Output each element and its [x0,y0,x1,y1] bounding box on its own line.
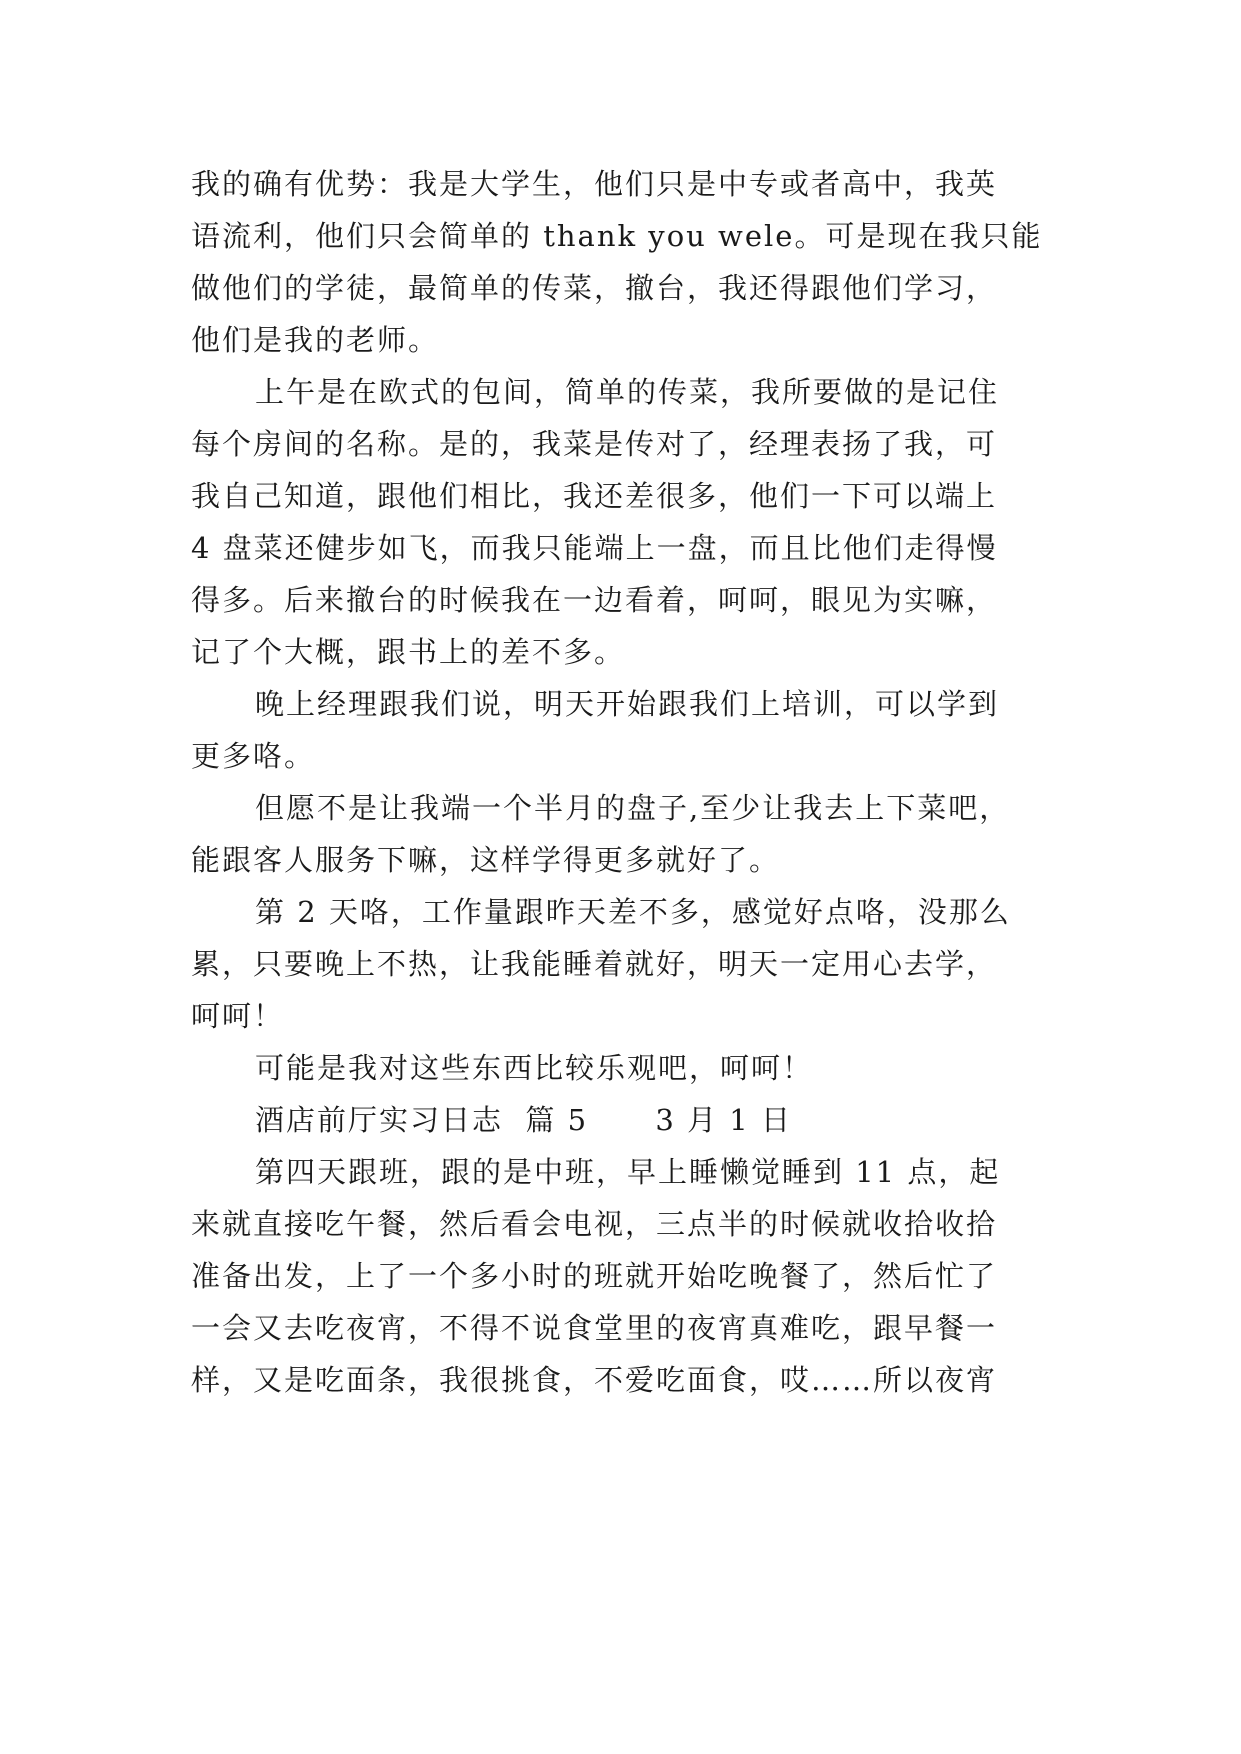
text-line: 我自己知道，跟他们相比，我还差很多，他们一下可以端上 [191,479,998,513]
text-line: 每个房间的名称。是的，我菜是传对了，经理表扬了我，可 [191,427,998,461]
text-line: 做他们的学徒，最简单的传菜，撤台，我还得跟他们学习， [191,271,998,305]
text-line: 得多。后来撤台的时候我在一边看着，呵呵，眼见为实嘛， [191,583,998,617]
text-line: 4 盘菜还健步如飞，而我只能端上一盘，而且比他们走得慢 [191,531,998,565]
text-line: 更多咯。 [191,739,316,773]
text-line: 一会又去吃夜宵，不得不说食堂里的夜宵真难吃，跟早餐一 [191,1311,998,1345]
text-line: 记了个大概，跟书上的差不多。 [191,635,626,669]
section-heading: 酒店前厅实习日志 篇 5 3 月 1 日 [255,1103,792,1137]
text-line: 上午是在欧式的包间，简单的传菜，我所要做的是记住 [255,375,1000,409]
text-line: 来就直接吃午餐，然后看会电视，三点半的时候就收拾收拾 [191,1207,998,1241]
text-line: 呵呵！ [191,999,285,1033]
text-line: 可能是我对这些东西比较乐观吧，呵呵！ [255,1051,814,1085]
document-body [191,158,1071,1406]
text-line: 样，又是吃面条，我很挑食，不爱吃面食，哎……所以夜宵 [191,1363,998,1397]
text-line: 能跟客人服务下嘛，这样学得更多就好了。 [191,843,781,877]
text-line: 但愿不是让我端一个半月的盘子,至少让我去上下菜吧， [255,791,1011,825]
text-line: 第 2 天咯，工作量跟昨天差不多，感觉好点咯，没那么 [255,895,1011,929]
text-line: 我的确有优势：我是大学生，他们只是中专或者高中，我英 [191,167,998,201]
text-line: 第四天跟班，跟的是中班，早上睡懒觉睡到 11 点，起 [255,1155,1001,1189]
text-line: 晚上经理跟我们说，明天开始跟我们上培训，可以学到 [255,687,1000,721]
text-line: 他们是我的老师。 [191,323,440,357]
text-line: 语流利，他们只会简单的 thank you wele。可是现在我只能 [191,219,1043,253]
text-line: 累，只要晚上不热，让我能睡着就好，明天一定用心去学， [191,947,998,981]
text-line: 准备出发，上了一个多小时的班就开始吃晚餐了，然后忙了 [191,1259,998,1293]
